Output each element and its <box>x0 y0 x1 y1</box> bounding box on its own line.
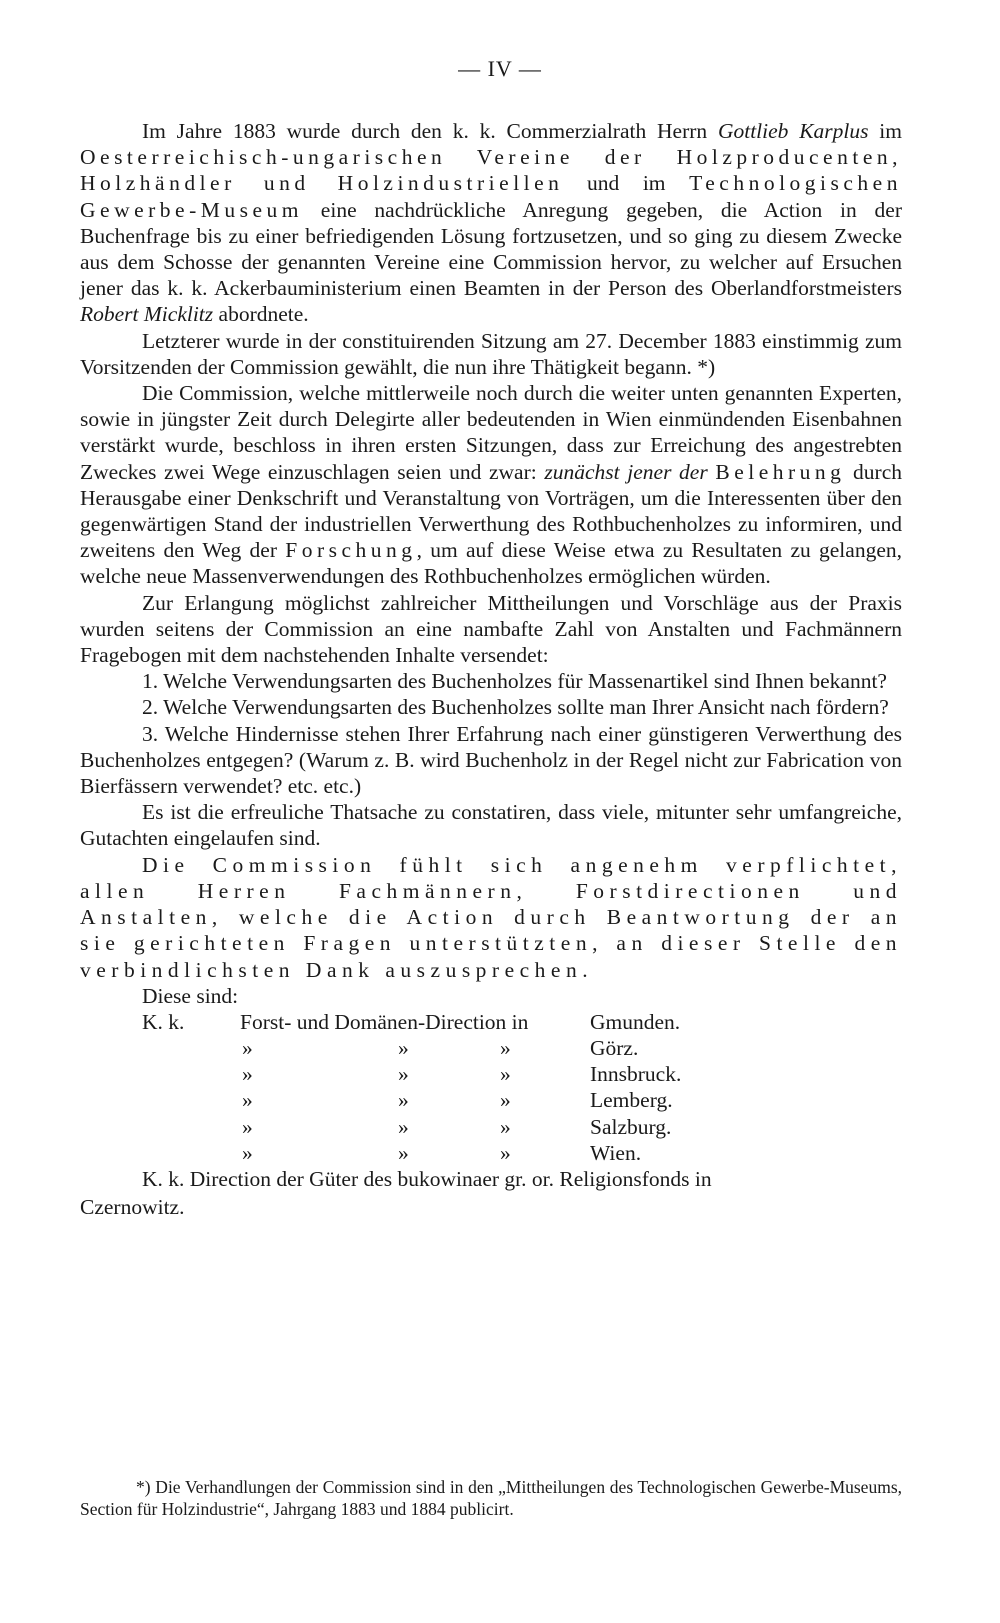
paragraph-1 <box>80 118 902 328</box>
paragraph-5: Es ist die erfreuliche Thatsache zu constatiren, dass viele, mitunter sehr umfangreiche, Gutachten eingelaufen sind. <box>80 800 902 851</box>
direction-title: Forst- und Domänen-Direction in <box>240 1009 529 1034</box>
direction-row-wien <box>80 1140 902 1166</box>
name-micklitz: Robert Micklitz <box>80 302 214 327</box>
spaced-vereine: Oesterreichisch-ungarischen Vereine der Holzproducenten, Holzhändler und Holzindustriellen <box>80 145 902 196</box>
footnote <box>80 1476 902 1520</box>
ditto-mark: » <box>500 1140 511 1165</box>
p3-mid2: durch Herausgabe einer Denkschrift und Veranstaltung von Vorträgen, um die Interessenten über den gegenwärtigen Stand der industriellen Verwerthung des Rothbuchenholzes zu informiren, und zweitens den Weg der <box>80 459 903 563</box>
paragraph-3 <box>80 380 902 590</box>
direction-row-lemberg <box>80 1087 902 1113</box>
p1-mid1: im <box>868 119 903 143</box>
p1-mid2: und im <box>563 171 690 196</box>
paragraph-2: Letzterer wurde in der constituirenden Sitzung am 27. December 1883 einstimmig zum Vorsitzenden der Commission gewählt, die nun ihre Thätigkeit begann. *) <box>80 328 902 379</box>
direction-city: Görz. <box>590 1036 639 1061</box>
ditto-mark: » <box>500 1062 511 1087</box>
p3-lead: Die Commission, welche mittlerweile noch durch die weiter unten genannten Experten, sowie in jüngster Zeit durch Delegirte aller bedeutenden in Wien einmündenden Eisenbahnen verstärkt wurde, beschloss in ihren ersten Sitzungen, dass zur Erreichung des angestrebten Zweckes zwei Wege einzuschlagen seien und zwar: <box>80 381 902 484</box>
direction-row-goerz <box>80 1035 902 1061</box>
ditto-mark: » <box>398 1036 409 1061</box>
page-number: — IV — <box>458 56 542 81</box>
question-3: 3. Welche Hindernisse stehen Ihrer Erfahrung nach einer günstigeren Verwerthung des Buchenholzes entgegen? (Warum z. B. wird Buchenholz in der Regel nicht zur Fabrication von Bierfässern verwendet? etc. etc.) <box>80 721 902 799</box>
ditto-mark: » <box>500 1088 511 1113</box>
ditto-mark: » <box>242 1114 253 1139</box>
direction-city: Innsbruck. <box>590 1062 682 1087</box>
ditto-mark: » <box>500 1036 511 1061</box>
direction-city: Gmunden. <box>590 1009 681 1034</box>
word-zunaechst: zunächst <box>544 459 620 484</box>
ditto-mark: » <box>398 1140 409 1165</box>
ditto-mark: » <box>398 1062 409 1087</box>
footnote-text: *) Die Verhandlungen der Commission sind in den „Mittheilungen des Technologischen Gewerbe-Museums, Section für Holzindustrie“, Jahrgang 1883 und 1884 publicirt. <box>80 1477 902 1519</box>
p3-mid1: jener der <box>619 459 716 484</box>
direction-czernowitz-line1: K. k. Direction der Güter des bukowinaer gr. or. Religionsfonds in <box>142 1167 712 1192</box>
paragraph-7: Diese sind: <box>142 983 239 1008</box>
question-2: 2. Welche Verwendungsarten des Buchenholzes sollte man Ihrer Ansicht nach fördern? <box>142 695 889 720</box>
main-text <box>80 118 902 1220</box>
ditto-mark: » <box>398 1088 409 1113</box>
ditto-mark: » <box>500 1114 511 1139</box>
p1-end: abordnete. <box>213 302 309 327</box>
spaced-museum: Technologischen Gewerbe-Museum <box>80 171 902 222</box>
ditto-mark: » <box>242 1140 253 1165</box>
name-karplus: Gottlieb Karplus <box>717 119 869 143</box>
ditto-mark: » <box>242 1062 253 1087</box>
ditto-mark: » <box>242 1036 253 1061</box>
ditto-mark: » <box>242 1088 253 1113</box>
direction-kk: K. k. <box>142 1009 185 1034</box>
paragraph-4: Zur Erlangung möglichst zahlreicher Mittheilungen und Vorschläge aus der Praxis wurden seitens der Commission an eine nambafte Zahl von Anstalten und Fachmännern Fragebogen mit dem nachstehenden Inhalte versendet: <box>80 590 902 668</box>
direction-row-salzburg <box>80 1114 902 1140</box>
ditto-mark: » <box>398 1114 409 1139</box>
direction-city: Lemberg. <box>590 1088 673 1113</box>
question-1: 1. Welche Verwendungsarten des Buchenholzes für Massenartikel sind Ihnen bekannt? <box>142 669 887 694</box>
p1-mid3: eine nachdrückliche Anregung gegeben, die Action in der Buchenfrage bis zu einer befriedigenden Lösung fortzusetzen, und so ging zu diesem Zwecke aus dem Schosse der genannten Vereine eine Commission hervor, zu welcher auf Ersuchen jener das k. k. Ackerbauministerium einen Beamten in der Person des Oberlandforstmeisters <box>80 197 902 301</box>
spaced-forschung: Forschung <box>285 538 417 563</box>
spaced-belehrung: Belehrung <box>715 459 846 484</box>
p1-lead: Im Jahre 1883 wurde durch den k. k. Commerzialrath Herrn <box>142 119 718 143</box>
paragraph-6-thanks: Die Commission fühlt sich angenehm verpflichtet, allen Herren Fachmännern, Forstdirectionen und Anstalten, welche die Action durch Beantwortung der an sie gerichteten Fragen unterstützten, an dieser Stelle den verbindlichsten Dank auszusprechen. <box>80 852 902 982</box>
direction-city: Wien. <box>590 1140 642 1165</box>
p3-end: , um auf diese Weise etwa zu Resultaten zu gelangen, welche neue Massenverwendungen des Rothbuchenholzes ermöglichen würden. <box>80 538 902 589</box>
direction-czernowitz-line2: Czernowitz. <box>80 1195 185 1220</box>
direction-city: Salzburg. <box>590 1114 672 1139</box>
direction-row-gmunden <box>80 1009 902 1035</box>
direction-row-innsbruck <box>80 1061 902 1087</box>
